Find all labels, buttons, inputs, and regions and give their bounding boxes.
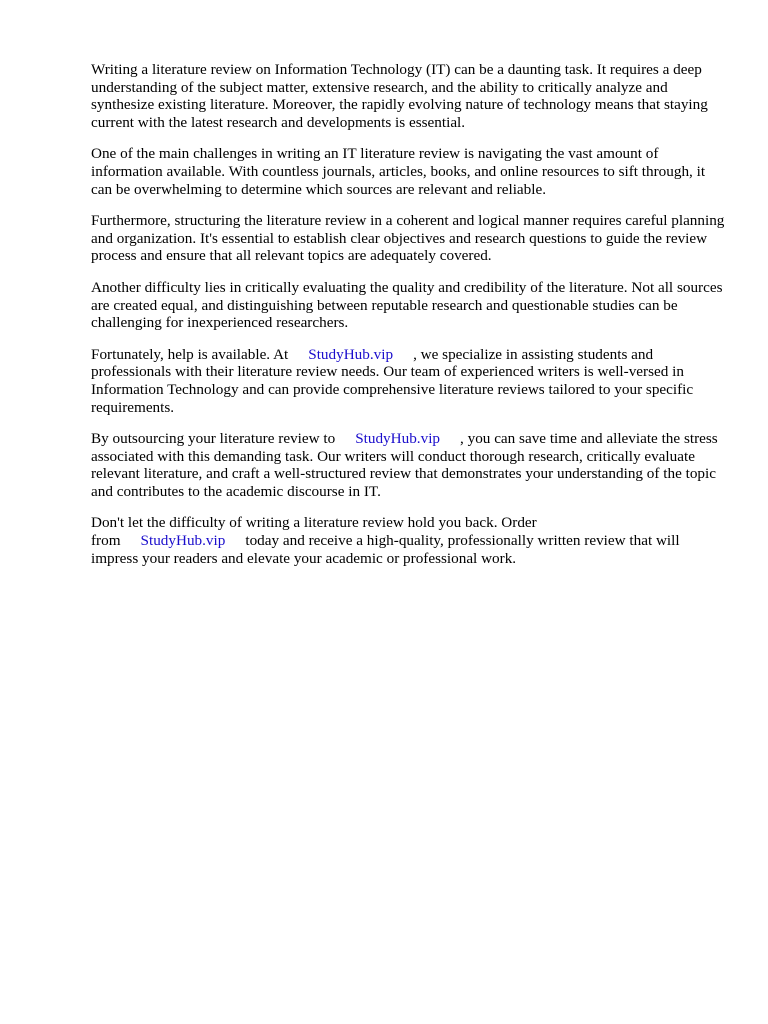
paragraph-call-to-action <box>91 514 727 567</box>
studyhub-link[interactable]: StudyHub.vip <box>140 532 226 550</box>
paragraph-help-text-before: Fortunately, help is available. At <box>91 345 289 363</box>
paragraph-outsourcing-text-after: , you can save time and alleviate the stress associated with this demanding task. Our writers will conduct thorough research, critically evaluate relevant literature, and craft a well-structured review that demonstrates your understanding of the topic and contributes to the academic discourse in IT. <box>91 430 718 500</box>
paragraph-cta-text-before: Don't let the difficulty of writing a literature review hold you back. Order from <box>91 514 537 550</box>
paragraph-outsourcing-text-before: By outsourcing your literature review to <box>91 430 336 448</box>
paragraph-intro: Writing a literature review on Information Technology (IT) can be a daunting task. It requires a deep understanding of the subject matter, extensive research, and the ability to critically analyze and synthesize existing literature. Moreover, the rapidly evolving nature of technology means that staying current with the latest research and developments is essential. <box>91 61 708 131</box>
paragraph-help <box>91 346 727 416</box>
paragraph-cta-text-after: today and receive a high-quality, professionally written review that will impress your readers and elevate your academic or professional work. <box>91 532 680 567</box>
paragraph-structuring: Furthermore, structuring the literature review in a coherent and logical manner requires careful planning and organization. It's essential to establish clear objectives and research questions to guide the review process and ensure that all relevant topics are adequately covered. <box>91 212 725 265</box>
studyhub-link[interactable]: StudyHub.vip <box>308 345 394 363</box>
paragraph-help-text-after: , we specialize in assisting students and professionals with their literature review needs. Our team of experienced writers is well-versed in Information Technology and can provide comprehensive literature reviews tailored to your specific requirements. <box>91 345 694 416</box>
document-body <box>91 61 727 581</box>
studyhub-link[interactable]: StudyHub.vip <box>355 430 441 448</box>
paragraph-evaluation: Another difficulty lies in critically evaluating the quality and credibility of the literature. Not all sources are created equal, and distinguishing between reputable research and questionable studies can be challenging for inexperienced researchers. <box>91 278 723 332</box>
paragraph-outsourcing <box>91 430 727 500</box>
paragraph-challenges: One of the main challenges in writing an IT literature review is navigating the vast amount of information available. With countless journals, articles, books, and online resources to sift through, it can be overwhelming to determine which sources are relevant and reliable. <box>91 145 706 198</box>
